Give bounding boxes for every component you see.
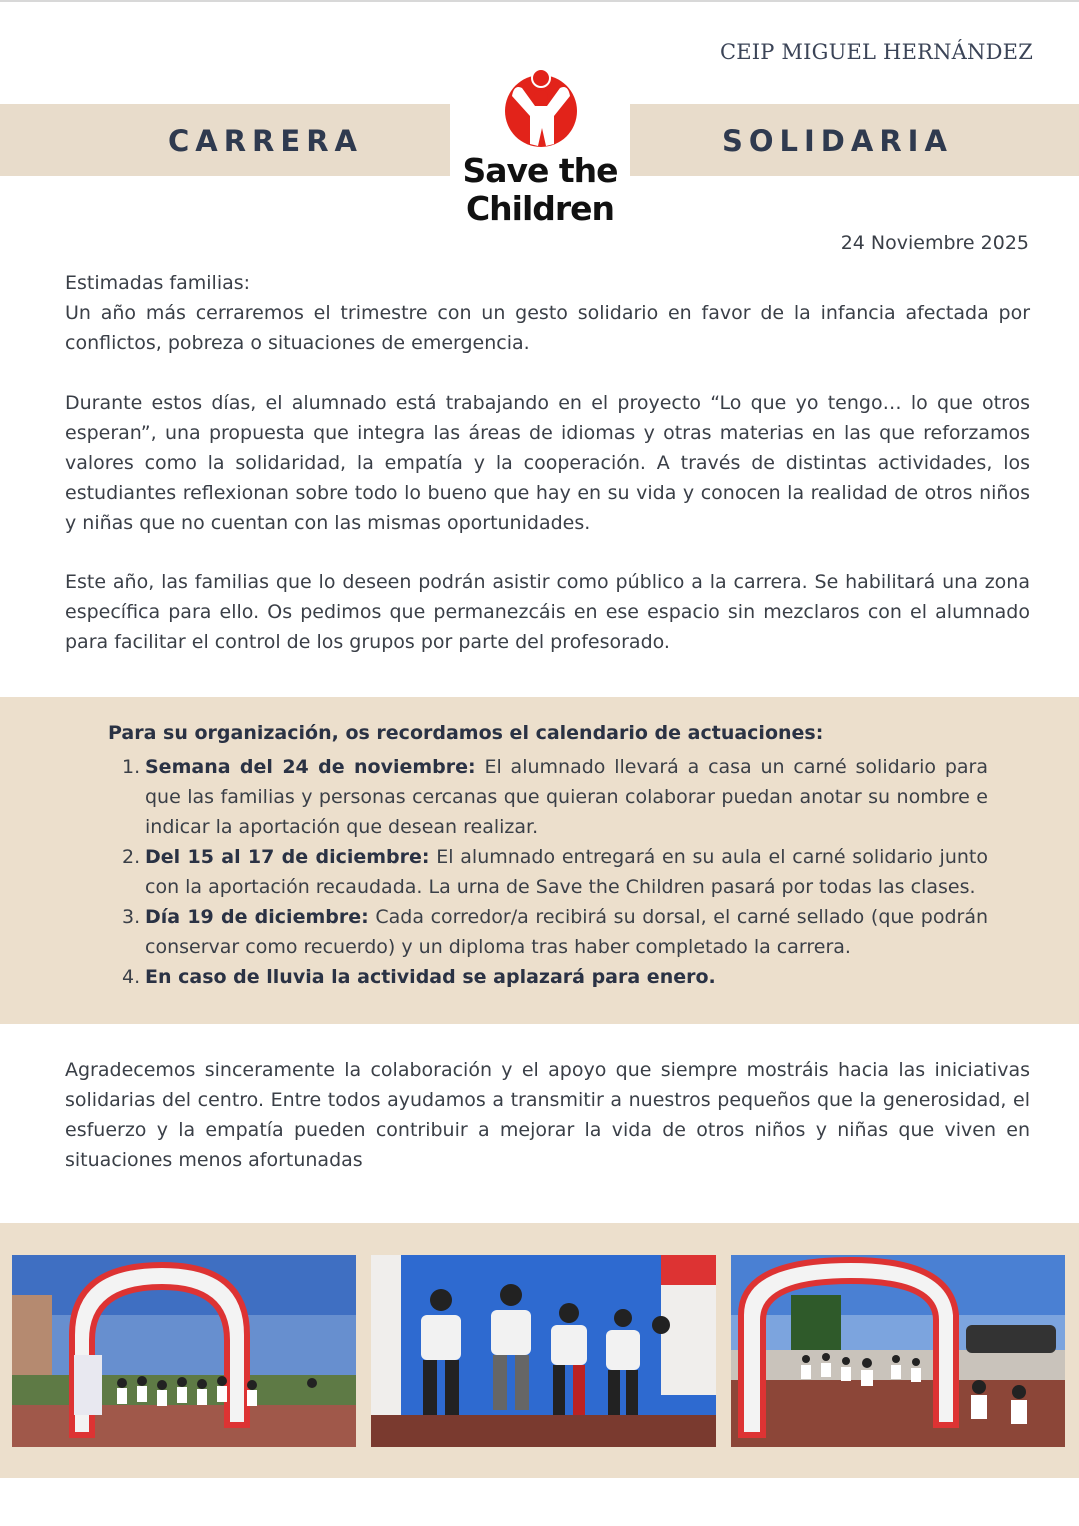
item-heading: Día 19 de diciembre: — [145, 906, 369, 928]
item-heading: Semana del 24 de noviembre: — [145, 756, 476, 778]
logo-line-2: Children — [465, 189, 615, 228]
school-name: CEIP MIGUEL HERNÁNDEZ — [719, 40, 1033, 64]
letter-date: 24 Noviembre 2025 — [840, 232, 1029, 254]
item-number: 1. — [122, 756, 141, 778]
item-number: 2. — [122, 846, 141, 868]
calendar-item — [108, 902, 988, 962]
logo-line-1: Save the — [462, 151, 618, 190]
item-number: 3. — [122, 906, 141, 928]
race-photo-3 — [731, 1255, 1065, 1447]
calendar-title: Para su organización, os recordamos el calendario de actuaciones: — [108, 722, 824, 744]
title-solidaria: SOLIDARIA — [722, 124, 953, 158]
race-photo-2 — [371, 1255, 716, 1447]
paragraph-2: Durante estos días, el alumnado está trabajando en el proyecto “Lo que yo tengo… lo que otros esperan”, una propuesta que integra las áreas de idiomas y otras materias en las que reforzamos valores como la solidaridad, la empatía y la cooperación. A través de distintas actividades, los estudiantes reflexionan sobre todo lo bueno que hay en su vida y conocen la realidad de otros niños y niñas que no cuentan con las mismas oportunidades. — [65, 392, 1030, 534]
item-text: El alumnado entregará en su aula el carné solidario junto con la aportación recaudada. La urna de Save the Children pasará por todas las clases. — [145, 846, 988, 898]
logo-wordmark — [450, 152, 630, 228]
paragraph-1: Un año más cerraremos el trimestre con un gesto solidario en favor de la infancia afectada por conflictos, pobreza o situaciones de emergencia. — [65, 302, 1030, 354]
save-the-children-logo — [450, 62, 630, 232]
title-carrera: CARRERA — [168, 124, 363, 158]
item-heading: Del 15 al 17 de diciembre: — [145, 846, 430, 868]
calendar-item — [108, 752, 988, 842]
item-heading: En caso de lluvia la actividad se aplazará para enero. — [145, 966, 716, 988]
item-text: Cada corredor/a recibirá su dorsal, el carné sellado (que podrán conservar como recuerdo) y un diploma tras haber completado la carrera. — [145, 906, 988, 958]
child-figure-icon — [502, 66, 580, 148]
item-number: 4. — [122, 966, 141, 988]
calendar-list — [108, 752, 988, 992]
greeting: Estimadas familias: — [65, 272, 251, 294]
race-photo-1 — [12, 1255, 356, 1447]
calendar-item — [108, 962, 988, 992]
closing-paragraph: Agradecemos sinceramente la colaboración y el apoyo que siempre mostráis hacia las iniciativas solidarias del centro. Entre todos ayudamos a transmitir a nuestros pequeños que la generosidad, el esfuerzo y la empatía pueden contribuir a mejorar la vida de otros niños y niñas que viven en situaciones menos afortunadas — [65, 1059, 1030, 1171]
calendar-item — [108, 842, 988, 902]
top-border — [0, 0, 1079, 2]
item-text: El alumnado llevará a casa un carné solidario para que las familias y personas cercanas que quieran colaborar puedan anotar su nombre e indicar la aportación que desean realizar. — [145, 756, 988, 838]
paragraph-3: Este año, las familias que lo deseen podrán asistir como público a la carrera. Se habilitará una zona específica para ello. Os pedimos que permanezcáis en ese espacio sin mezclaros con el alumnado para facilitar el control de los grupos por parte del profesorado. — [65, 571, 1030, 653]
